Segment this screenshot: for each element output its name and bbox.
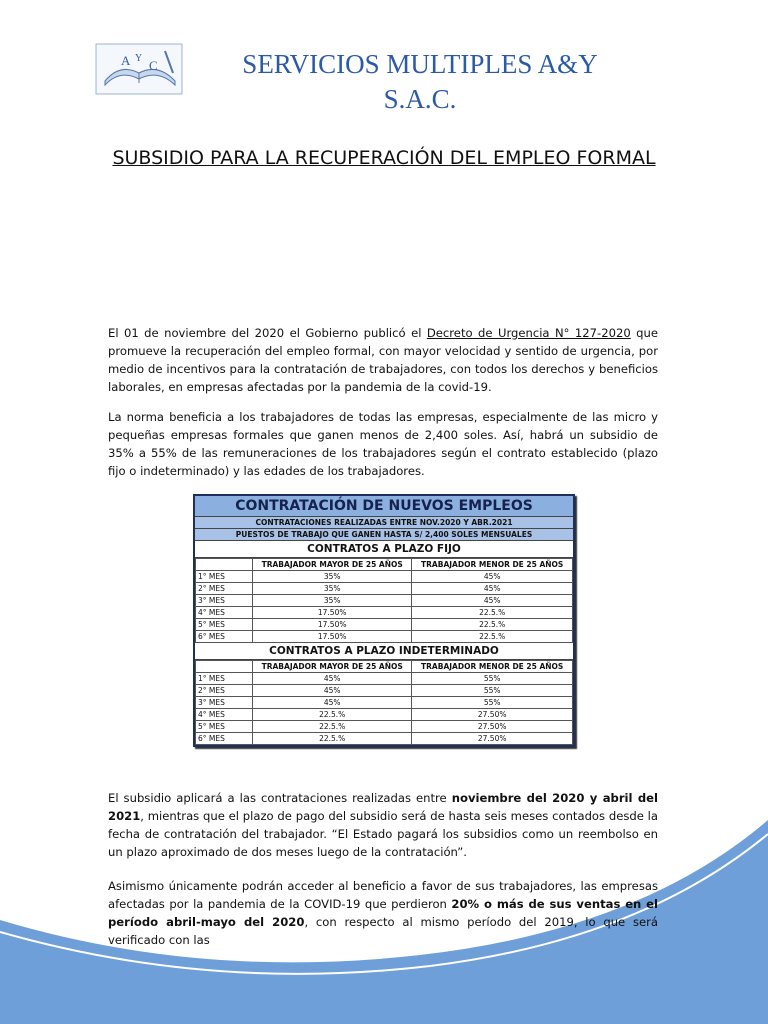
document-title: SUBSIDIO PARA LA RECUPERACIÓN DEL EMPLEO FORMAL	[112, 147, 656, 169]
table-row	[196, 631, 573, 643]
paragraph-intro	[108, 324, 658, 396]
table-subtitle-period: CONTRATACIONES REALIZADAS ENTRE NOV.2020 Y ABR.2021	[195, 517, 573, 529]
header-mayor: TRABAJADOR MAYOR DE 25 AÑOS	[253, 559, 412, 571]
table-title: CONTRATACIÓN DE NUEVOS EMPLEOS	[195, 496, 573, 517]
company-suffix: S.A.C.	[383, 84, 457, 114]
cell-menor: 27.50%	[412, 709, 573, 721]
cell-mayor: 35%	[253, 583, 412, 595]
company-name: SERVICIOS MULTIPLES A&Y	[242, 49, 598, 79]
cell-mes: 6° MES	[196, 631, 253, 643]
aplicacion-period: noviembre del 2020 y abril del 2021	[108, 791, 658, 823]
svg-text:C: C	[149, 58, 158, 73]
table-row	[196, 619, 573, 631]
cell-mayor: 17.50%	[253, 619, 412, 631]
section-plazo-indeterminado: CONTRATOS A PLAZO INDETERMINADO	[195, 643, 573, 660]
cell-mayor: 45%	[253, 697, 412, 709]
table-header-row	[196, 661, 573, 673]
aplicacion-text-start: El subsidio aplicará a las contrataciones realizadas entre	[108, 791, 452, 805]
aplicacion-text-end: , mientras que el plazo de pago del subsidio será de hasta seis meses contados desde la fecha de contratación del trabajador. “El Estado pagará los subsidios como un reembolso en un plazo aproximado de dos meses luego de la contratación”.	[108, 809, 658, 859]
table-row	[196, 733, 573, 745]
table-row	[196, 721, 573, 733]
svg-text:Y: Y	[135, 53, 143, 64]
paragraph-norma: La norma beneficia a los trabajadores de todas las empresas, especialmente de las micro y pequeñas empresas formales que ganen menos de 2,400 soles. Así, habrá un subsidio de 35% a 55% de las remuneraciones de los trabajadores según el contrato establecido (plazo fijo o indeterminado) y las edades de los trabajadores.	[108, 410, 658, 478]
paragraph-requisitos	[108, 877, 658, 949]
cell-mes: 2° MES	[196, 583, 253, 595]
subsidy-table	[193, 494, 575, 747]
header-blank	[196, 559, 253, 571]
header-mayor: TRABAJADOR MAYOR DE 25 AÑOS	[253, 661, 412, 673]
cell-mayor: 22.5.%	[253, 721, 412, 733]
cell-menor: 55%	[412, 697, 573, 709]
table-row	[196, 709, 573, 721]
table-plazo-fijo	[195, 558, 573, 643]
section-plazo-fijo: CONTRATOS A PLAZO FIJO	[195, 541, 573, 558]
intro-text-start: El 01 de noviembre del 2020 el Gobierno publicó el	[108, 326, 427, 340]
header-menor: TRABAJADOR MENOR DE 25 AÑOS	[412, 661, 573, 673]
intro-text-end: que promueve la recuperación del empleo formal, con mayor velocidad y sentido de urgencia, por medio de incentivos para la contratación de trabajadores, con todos los derechos y beneficios laborales, en empresas afectadas por la pandemia de la covid-19.	[108, 326, 659, 394]
cell-mayor: 22.5.%	[253, 733, 412, 745]
table-row	[196, 673, 573, 685]
cell-mayor: 22.5.%	[253, 709, 412, 721]
requisitos-text-end: , con respecto al mismo período del 2019, lo que será verificado con las	[108, 915, 658, 947]
cell-mes: 5° MES	[196, 619, 253, 631]
cell-mes: 3° MES	[196, 697, 253, 709]
cell-mayor: 35%	[253, 595, 412, 607]
cell-mayor: 35%	[253, 571, 412, 583]
table-row	[196, 571, 573, 583]
cell-mes: 5° MES	[196, 721, 253, 733]
cell-mayor: 45%	[253, 685, 412, 697]
cell-menor: 22.5.%	[412, 619, 573, 631]
cell-mes: 1° MES	[196, 673, 253, 685]
table-header-row	[196, 559, 573, 571]
requisitos-highlight: 20% o más de sus ventas en el período abril-mayo del 2020	[108, 897, 658, 929]
table-row	[196, 697, 573, 709]
cell-menor: 27.50%	[412, 733, 573, 745]
table-row	[196, 685, 573, 697]
cell-mayor: 45%	[253, 673, 412, 685]
cell-mes: 1° MES	[196, 571, 253, 583]
table-subtitle-salary: PUESTOS DE TRABAJO QUE GANEN HASTA S/ 2,400 SOLES MENSUALES	[195, 529, 573, 541]
table-row	[196, 583, 573, 595]
header-menor: TRABAJADOR MENOR DE 25 AÑOS	[412, 559, 573, 571]
decree-link[interactable]: Decreto de Urgencia N° 127-2020	[426, 326, 631, 340]
cell-mes: 4° MES	[196, 607, 253, 619]
cell-menor: 45%	[412, 595, 573, 607]
table-row	[196, 595, 573, 607]
header-blank	[196, 661, 253, 673]
svg-text:A: A	[121, 53, 131, 68]
cell-mes: 4° MES	[196, 709, 253, 721]
company-logo	[95, 43, 183, 95]
cell-mayor: 17.50%	[253, 607, 412, 619]
cell-mes: 2° MES	[196, 685, 253, 697]
cell-mes: 3° MES	[196, 595, 253, 607]
cell-menor: 55%	[412, 673, 573, 685]
cell-menor: 55%	[412, 685, 573, 697]
cell-menor: 27.50%	[412, 721, 573, 733]
cell-menor: 45%	[412, 583, 573, 595]
cell-mayor: 17.50%	[253, 631, 412, 643]
cell-menor: 45%	[412, 571, 573, 583]
table-row	[196, 607, 573, 619]
requisitos-text-start: Asimismo únicamente podrán acceder al beneficio a favor de sus trabajadores, las empresas afectadas por la pandemia de la COVID-19 que perdieron	[108, 879, 658, 911]
cell-menor: 22.5.%	[412, 631, 573, 643]
cell-mes: 6° MES	[196, 733, 253, 745]
table-plazo-indeterminado	[195, 660, 573, 745]
cell-menor: 22.5.%	[412, 607, 573, 619]
